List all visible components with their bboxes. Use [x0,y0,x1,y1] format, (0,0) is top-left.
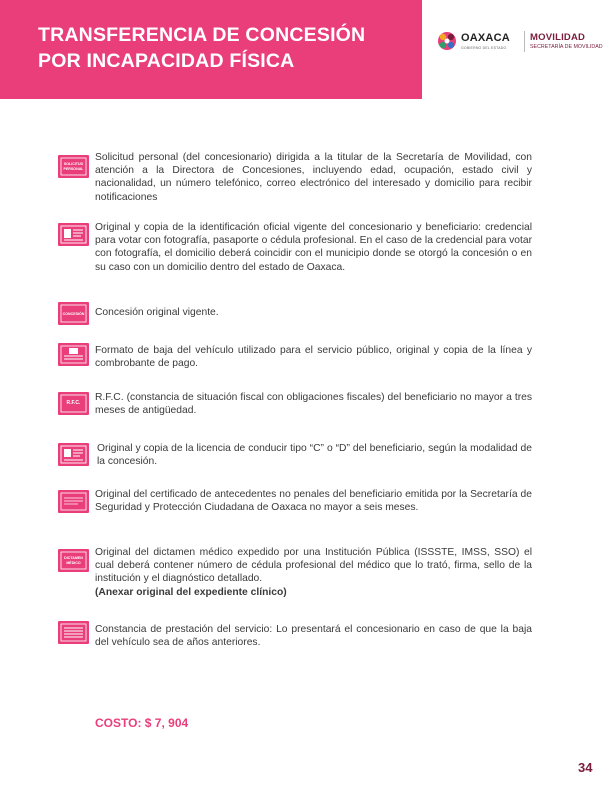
request-document-icon [58,155,89,178]
icon-label: SOLICITUD [63,162,84,166]
concession-document-icon [58,302,89,325]
requirement-7-text: Original del certificado de antecedentes no penales del beneficiario emitida por la Secretaría de Seguridad y Protección Ciudadana de Oaxaca no mayor a seis meses. [95,489,532,514]
oaxaca-logo-subtitle: GOBIERNO DEL ESTADO [461,46,507,50]
oaxaca-emblem-icon [437,31,457,51]
requirement-9-text: Constancia de prestación del servicio: Lo presentará el concesionario en caso de que la baja del vehículo sea de años anteriores. [95,624,532,649]
medical-report-icon [58,549,89,572]
certificate-icon [58,490,89,513]
icon-label: MÉDICO [66,561,81,565]
page-number: 34 [578,760,593,775]
requirement-8-note: (Anexar original del expediente clínico) [95,586,287,598]
requirement-8 [95,546,532,599]
cost [95,716,188,730]
logo-divider [524,31,525,52]
requirement-1-text: Solicitud personal (del concesionario) dirigida a la titular de la Secretaría de Movilidad, con atención a la Directora de Concesiones, incluyendo edad, ocupación, estado civil y nacionalidad, un número telefónico, correo electrónico del interesado y domicilio para recibir notificaciones [95,152,532,203]
vehicle-form-icon [58,343,89,366]
movilidad-logo-text: MOVILIDAD [530,32,586,43]
title-line-1: TRANSFERENCIA DE CONCESIÓN [38,24,366,46]
driver-license-icon [58,443,89,466]
rfc-document-icon [58,392,89,415]
movilidad-logo-subtitle: SECRETARÍA DE MOVILIDAD [530,44,603,50]
oaxaca-logo-text: OAXACA [461,32,510,44]
header-banner [0,0,422,99]
icon-label: PERSONAL [63,167,84,171]
title-line-2: POR INCAPACIDAD FÍSICA [38,50,295,72]
requirement-8-text: Original del dictamen médico expedido por una Institución Pública (ISSSTE, IMSS, SSO) el cual deberá contener número de cédula profesional del médico que lo trató, firma, sello de la institución y el diagnóstico detallado. [95,547,532,585]
logos [437,30,607,56]
icon-label: DICTAMEN [64,556,83,560]
cost-label: COSTO: [95,716,142,730]
icon-label: R.F.C. [66,400,81,406]
service-record-icon [58,621,89,644]
id-card-icon [58,223,89,246]
icon-label: CONCESIÓN [62,312,85,316]
page-title [38,22,418,74]
requirement-2-text: Original y copia de la identificación oficial vigente del concesionario y beneficiario: credencial para votar con fotografía, pasaporte o cédula profesional. En el caso de la credencial para votar con fotografía, el domicilio deberá coincidir con el municipio donde se otorgó la concesión o en su caso con un domicilio dentro del estado de Oaxaca. [95,222,532,273]
requirement-4-text: Formato de baja del vehículo utilizado para el servicio público, original y copia de la línea y combrobante de pago. [95,345,532,370]
requirement-3-text: Concesión original vigente. [95,307,219,318]
requirement-5-text: R.F.C. (constancia de situación fiscal con obligaciones fiscales) del beneficiario no mayor a tres meses de antigüedad. [95,392,532,417]
cost-amount: $ 7, 904 [144,716,189,730]
requirement-6-text: Original y copia de la licencia de conducir tipo “C” o “D” del beneficiario, según la modalidad de la concesión. [97,443,532,468]
